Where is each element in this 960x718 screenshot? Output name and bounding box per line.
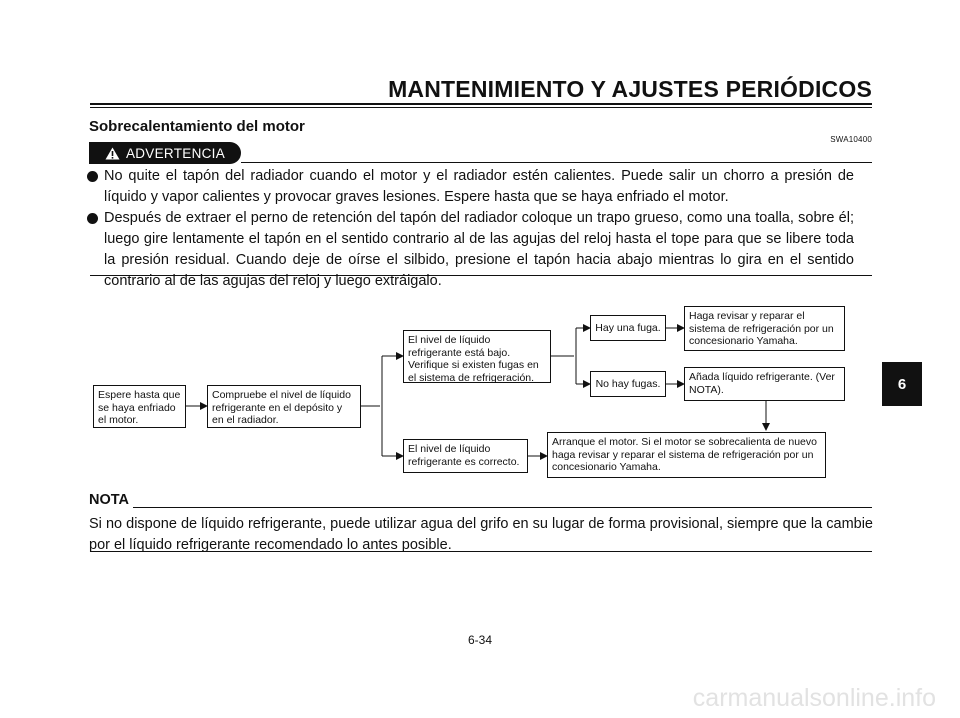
warning-code: SWA10400 <box>830 135 872 144</box>
flow-box-check: Compruebe el nivel de líquido refrigerante en el depósito y en el radiador. <box>207 385 361 428</box>
page-header-title: MANTENIMIENTO Y AJUSTES PERIÓDICOS <box>388 76 872 102</box>
flow-box-wait: Espere hasta que se haya enfriado el motor. <box>93 385 186 428</box>
warning-bullet-text: No quite el tapón del radiador cuando el motor y el radiador estén calientes. Puede salir un chorro a presión de líquido y vapor calientes y provocar graves lesiones. Espere hasta que se haya enfriado el motor. <box>104 168 854 205</box>
nota-text: Si no dispone de líquido refrigerante, puede utilizar agua del grifo en su lugar de forma provisional, siempre que la cambie por el líquido refrigerante recomendado lo antes posible. <box>89 516 873 553</box>
nota-end-rule <box>90 551 872 552</box>
warning-bullet-text: Después de extraer el perno de retención del tapón del radiador coloque un trapo grueso, como una toalla, sobre él; luego gire lentamente el tapón en el sentido contrario al de las agujas del reloj hasta el tope para que se libere toda la presión residual. Cuando deje de oírse el silbido, presione el tapón hacia abajo mientras lo gira en el sentido contrario al de las agujas del reloj y luego extráigalo. <box>104 210 854 289</box>
nota-label: NOTA <box>89 492 130 508</box>
flow-box-low-level: El nivel de líquido refrigerante está bajo. Verifique si existen fugas en el sistema de refrigeración. <box>403 330 551 383</box>
flow-box-repair: Haga revisar y reparar el sistema de refrigeración por un concesionario Yamaha. <box>684 306 845 351</box>
warning-label: ADVERTENCIA <box>125 145 226 161</box>
chapter-tab: 6 <box>882 362 922 406</box>
section-heading: Sobrecalentamiento del motor <box>89 118 305 135</box>
flow-box-leak: Hay una fuga. <box>590 315 666 341</box>
watermark: carmanualsonline.info <box>692 684 936 712</box>
flow-box-no-leak: No hay fugas. <box>590 371 666 397</box>
flow-box-correct-level: El nivel de líquido refrigerante es correcto. <box>403 439 528 473</box>
flow-box-add-coolant: Añada líquido refrigerante. (Ver NOTA). <box>684 367 845 401</box>
nota-rule <box>133 507 872 508</box>
flow-box-start-engine: Arranque el motor. Si el motor se sobrecalienta de nuevo haga revisar y reparar el sistema de refrigeración por un concesionario Yamaha. <box>547 432 826 478</box>
page-number: 6-34 <box>467 633 493 647</box>
